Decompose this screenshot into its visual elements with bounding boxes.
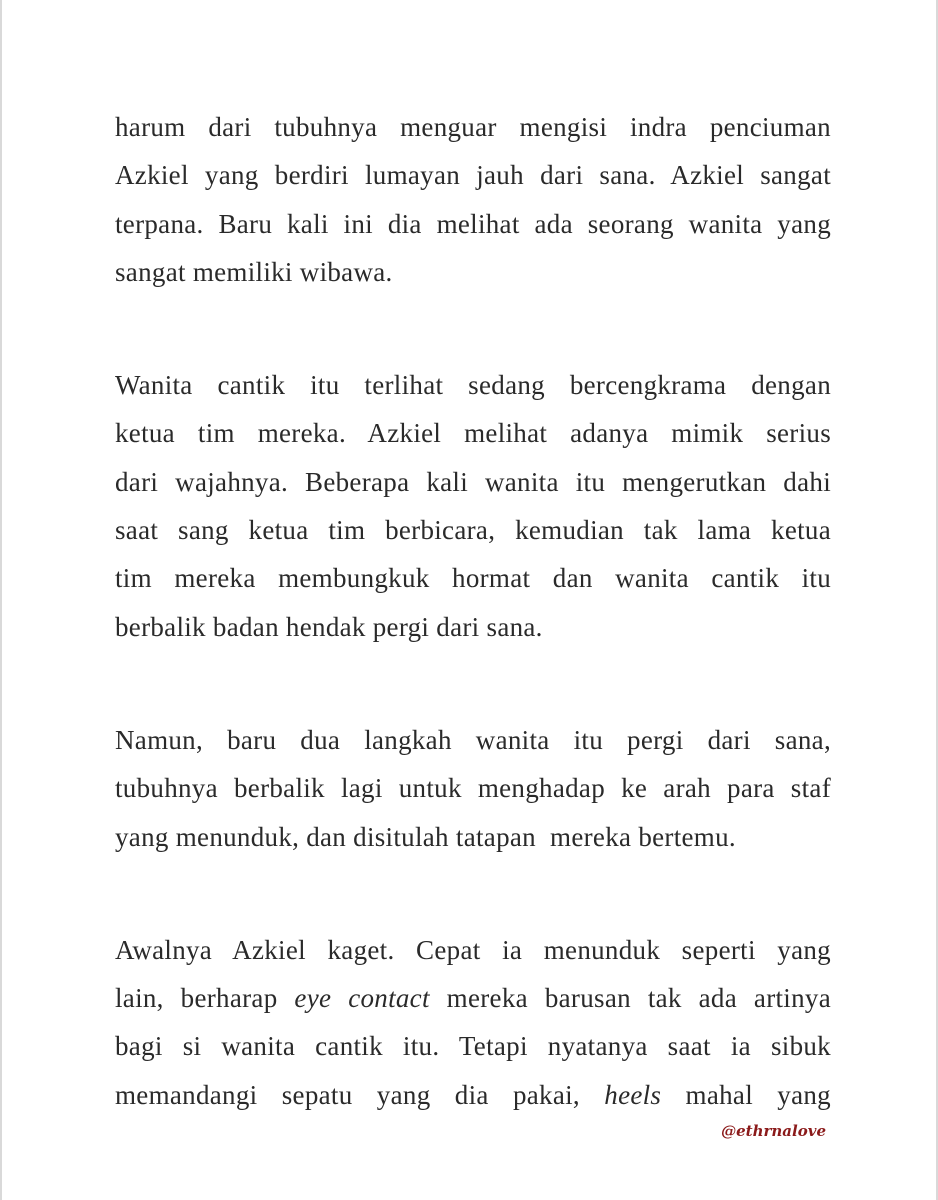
text-segment: lain, berharap: [115, 983, 295, 1014]
author-watermark: @ethrnalove: [721, 1122, 826, 1140]
text-line: Wanita cantik itu terlihat sedang bercengkrama dengan: [115, 370, 831, 401]
text-line: tim mereka membungkuk hormat dan wanita cantik itu: [115, 563, 831, 594]
text-line: ketua tim mereka. Azkiel melihat adanya mimik serius: [115, 418, 831, 449]
text-line: dari wajahnya. Beberapa kali wanita itu mengerutkan dahi: [115, 466, 831, 497]
paragraph-3: [115, 716, 831, 861]
text-line: [115, 1071, 831, 1119]
paragraph-1: [115, 103, 831, 296]
text-line: [115, 974, 831, 1022]
paragraph-2: [115, 361, 831, 651]
text-line: berbalik badan hendak pergi dari sana.: [115, 611, 543, 642]
text-segment: memandangi sepatu yang dia pakai,: [115, 1079, 605, 1110]
text-line: harum dari tubuhnya menguar mengisi indra penciuman: [115, 112, 831, 142]
text-segment: mereka barusan tak ada artinya: [429, 983, 831, 1014]
text-line: sangat memiliki wibawa.: [115, 256, 393, 287]
paragraph-4: [115, 926, 831, 1119]
text-segment: mahal yang: [661, 1079, 831, 1110]
italic-phrase: heels: [604, 1079, 662, 1110]
text-line: bagi si wanita cantik itu. Tetapi nyatanya saat ia sibuk: [115, 1031, 831, 1062]
text-line: Namun, baru dua langkah wanita itu pergi dari sana,: [115, 724, 831, 755]
text-line: saat sang ketua tim berbicara, kemudian tak lama ketua: [115, 515, 831, 546]
story-text: [115, 103, 831, 1184]
italic-phrase: eye contact: [294, 983, 430, 1014]
text-line: terpana. Baru kali ini dia melihat ada seorang wanita yang: [115, 208, 831, 239]
text-line: Azkiel yang berdiri lumayan jauh dari sana. Azkiel sangat: [115, 160, 831, 191]
text-line: yang menunduk, dan disitulah tatapan mereka bertemu.: [115, 821, 736, 852]
text-line: Awalnya Azkiel kaget. Cepat ia menunduk seperti yang: [115, 934, 831, 965]
text-line: tubuhnya berbalik lagi untuk menghadap ke arah para staf: [115, 773, 831, 804]
